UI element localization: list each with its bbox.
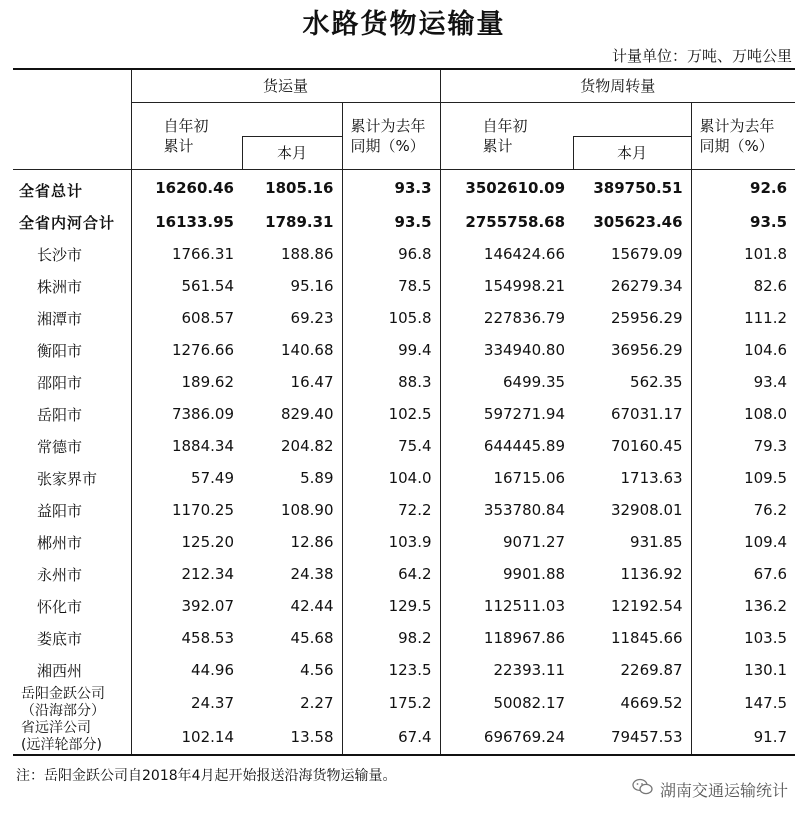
row-name <box>13 170 131 207</box>
cell-f-month: 829.40 <box>281 405 334 423</box>
header-turnover-ytd-line1: 自年初 <box>482 117 528 135</box>
row-name <box>13 494 131 526</box>
header-freight-ytd-line1: 自年初 <box>163 117 209 135</box>
cell-t-pct: 109.5 <box>691 462 795 494</box>
cell-f-ytd: 1766.31 <box>131 238 242 270</box>
header-turnover-month-spacer <box>573 103 691 137</box>
cell-t-month: 562.35 <box>630 373 683 391</box>
cell-t-ytd: 353780.84 <box>440 494 573 526</box>
cell-f-ytd: 1170.25 <box>131 494 242 526</box>
cell-t-pct: 109.4 <box>691 526 795 558</box>
row-name <box>13 302 131 334</box>
row-name-line1: 益阳市 <box>37 501 83 520</box>
cell-t-ytd: 146424.66 <box>440 238 573 270</box>
row-name <box>13 526 131 558</box>
cell-f-pct: 103.9 <box>342 526 440 558</box>
cell-f-ytd: 1276.66 <box>131 334 242 366</box>
cell-t-pct: 79.3 <box>691 430 795 462</box>
row-name-line1: 怀化市 <box>37 597 83 616</box>
header-freight-pct-line1: 累计为去年 <box>350 117 426 135</box>
watermark <box>632 778 788 801</box>
cell-t-ytd: 696769.24 <box>440 720 573 755</box>
cell-t-ytd: 334940.80 <box>440 334 573 366</box>
cell-t-pct: 104.6 <box>691 334 795 366</box>
row-name-line1: 常德市 <box>37 437 83 456</box>
row-name-line1: 衡阳市 <box>37 341 83 360</box>
header-corner <box>13 69 131 170</box>
cell-f-pct: 67.4 <box>342 720 440 755</box>
row-name <box>13 622 131 654</box>
cell-t-pct: 91.7 <box>691 720 795 755</box>
cell-t-ytd: 644445.89 <box>440 430 573 462</box>
row-name <box>13 334 131 366</box>
cell-f-month: 45.68 <box>290 629 334 647</box>
cell-f-ytd: 561.54 <box>131 270 242 302</box>
cell-t-pct: 93.5 <box>691 206 795 238</box>
table-row <box>13 494 795 526</box>
cell-f-ytd: 212.34 <box>131 558 242 590</box>
header-turnover-pct-line2: 同期（%） <box>699 137 774 155</box>
cell-t-pct: 136.2 <box>691 590 795 622</box>
row-name-line1: 湘西州 <box>37 661 83 680</box>
cell-f-month: 2.27 <box>300 694 334 712</box>
cell-f-ytd: 392.07 <box>131 590 242 622</box>
row-name <box>13 366 131 398</box>
table-row <box>13 462 795 494</box>
row-name-line1: 邵阳市 <box>37 373 83 392</box>
cell-f-ytd: 125.20 <box>131 526 242 558</box>
row-name-line1: 娄底市 <box>37 629 83 648</box>
row-name <box>13 206 131 238</box>
cell-t-month: 931.85 <box>630 533 683 551</box>
row-name-line1: 郴州市 <box>37 533 83 552</box>
row-name-line1: 张家界市 <box>37 469 98 488</box>
cell-f-pct: 104.0 <box>342 462 440 494</box>
cell-t-pct: 130.1 <box>691 654 795 686</box>
cell-t-month: 305623.46 <box>593 213 683 231</box>
cell-f-month: 1805.16 <box>265 179 334 197</box>
cell-f-month: 204.82 <box>281 437 334 455</box>
cell-t-ytd: 9071.27 <box>440 526 573 558</box>
table-row <box>13 654 795 686</box>
header-turnover-ytd-line2: 累计 <box>482 137 513 155</box>
row-name-line2: (远洋轮部分) <box>21 737 102 753</box>
cell-f-pct: 105.8 <box>342 302 440 334</box>
cell-t-month: 25956.29 <box>610 309 683 327</box>
cell-t-ytd: 154998.21 <box>440 270 573 302</box>
cell-f-pct: 93.5 <box>342 206 440 238</box>
row-name-line1: 株洲市 <box>37 277 83 296</box>
row-name <box>13 686 131 720</box>
table-row <box>13 270 795 302</box>
table-row <box>13 720 795 755</box>
cell-f-pct: 78.5 <box>342 270 440 302</box>
cell-f-pct: 98.2 <box>342 622 440 654</box>
cell-t-month: 70160.45 <box>610 437 683 455</box>
cell-t-month: 4669.52 <box>620 694 683 712</box>
cell-t-month: 12192.54 <box>610 597 683 615</box>
header-turnover-ytd <box>440 103 573 170</box>
header-freight-ytd-line2: 累计 <box>163 137 194 155</box>
cell-t-month: 1136.92 <box>620 565 683 583</box>
cell-t-month: 389750.51 <box>593 179 683 197</box>
row-name-line1: 全省内河合计 <box>19 213 116 232</box>
row-name <box>13 238 131 270</box>
cell-f-ytd: 458.53 <box>131 622 242 654</box>
row-name-line1: 省远洋公司 <box>21 720 91 736</box>
cell-f-ytd: 102.14 <box>131 720 242 755</box>
row-name <box>13 558 131 590</box>
cell-t-month: 1713.63 <box>620 469 683 487</box>
cell-t-month: 11845.66 <box>610 629 683 647</box>
cell-t-pct: 92.6 <box>691 170 795 207</box>
header-freight-month: 本月 <box>242 137 342 170</box>
cell-f-ytd: 189.62 <box>131 366 242 398</box>
cell-t-ytd: 3502610.09 <box>440 170 573 207</box>
row-name-line1: 湘潭市 <box>37 309 83 328</box>
cell-t-pct: 67.6 <box>691 558 795 590</box>
cell-t-month: 32908.01 <box>610 501 683 519</box>
cell-t-ytd: 6499.35 <box>440 366 573 398</box>
cell-f-pct: 129.5 <box>342 590 440 622</box>
row-name-line1: 全省总计 <box>19 181 84 200</box>
cell-f-ytd: 16133.95 <box>131 206 242 238</box>
cell-f-pct: 64.2 <box>342 558 440 590</box>
cell-t-ytd: 2755758.68 <box>440 206 573 238</box>
cell-t-month: 67031.17 <box>610 405 683 423</box>
footnote: 注：岳阳金跃公司自2018年4月起开始报送沿海货物运输量。 <box>16 768 397 784</box>
cell-f-month: 24.38 <box>290 565 334 583</box>
cell-f-month: 4.56 <box>300 661 334 679</box>
table-row <box>13 686 795 720</box>
cell-f-month: 5.89 <box>300 469 334 487</box>
cell-f-month: 108.90 <box>281 501 334 519</box>
row-name <box>13 462 131 494</box>
wechat-icon <box>632 778 654 800</box>
cell-t-pct: 103.5 <box>691 622 795 654</box>
page-title: 水路货物运输量 <box>302 9 506 40</box>
cell-f-month: 95.16 <box>290 277 334 295</box>
cell-f-month: 16.47 <box>290 373 334 391</box>
row-name <box>13 720 131 755</box>
header-freight-ytd <box>131 103 242 170</box>
row-name-line1: 岳阳金跃公司 <box>21 686 105 702</box>
cell-f-ytd: 57.49 <box>131 462 242 494</box>
cell-t-ytd: 22393.11 <box>440 654 573 686</box>
cell-f-ytd: 7386.09 <box>131 398 242 430</box>
cell-t-ytd: 9901.88 <box>440 558 573 590</box>
table-row <box>13 366 795 398</box>
freight-table <box>13 68 795 756</box>
table-row <box>13 206 795 238</box>
table-row <box>13 238 795 270</box>
table-row <box>13 170 795 207</box>
header-freight-pct <box>342 103 440 170</box>
unit-label: 计量单位：万吨、万吨公里 <box>611 47 792 65</box>
row-name <box>13 654 131 686</box>
cell-f-pct: 123.5 <box>342 654 440 686</box>
cell-f-month: 140.68 <box>281 341 334 359</box>
cell-t-pct: 147.5 <box>691 686 795 720</box>
cell-t-ytd: 50082.17 <box>440 686 573 720</box>
table-row <box>13 430 795 462</box>
cell-t-ytd: 112511.03 <box>440 590 573 622</box>
cell-f-month: 69.23 <box>290 309 334 327</box>
header-turnover-pct <box>691 103 795 170</box>
cell-t-pct: 76.2 <box>691 494 795 526</box>
row-name-line1: 长沙市 <box>37 245 83 264</box>
table-row <box>13 398 795 430</box>
header-freight-month-spacer <box>242 103 342 137</box>
cell-f-pct: 93.3 <box>342 170 440 207</box>
table-row <box>13 526 795 558</box>
cell-t-month: 36956.29 <box>610 341 683 359</box>
cell-f-ytd: 44.96 <box>131 654 242 686</box>
row-name-line2: （沿海部分） <box>21 703 105 719</box>
cell-f-pct: 75.4 <box>342 430 440 462</box>
cell-t-month: 26279.34 <box>610 277 683 295</box>
cell-f-pct: 175.2 <box>342 686 440 720</box>
cell-t-month: 15679.09 <box>610 245 683 263</box>
cell-f-month: 1789.31 <box>265 213 334 231</box>
cell-f-ytd: 1884.34 <box>131 430 242 462</box>
cell-f-month: 13.58 <box>242 720 342 755</box>
cell-f-pct: 88.3 <box>342 366 440 398</box>
header-freight-pct-line2: 同期（%） <box>350 137 425 155</box>
cell-t-ytd: 118967.86 <box>440 622 573 654</box>
table-row <box>13 558 795 590</box>
cell-t-pct: 93.4 <box>691 366 795 398</box>
cell-f-month: 188.86 <box>281 245 334 263</box>
table-row <box>13 334 795 366</box>
cell-t-ytd: 16715.06 <box>440 462 573 494</box>
row-name <box>13 398 131 430</box>
table-row <box>13 622 795 654</box>
row-name <box>13 430 131 462</box>
watermark-text: 湖南交通运输统计 <box>659 781 788 800</box>
row-name <box>13 270 131 302</box>
cell-t-pct: 111.2 <box>691 302 795 334</box>
cell-f-pct: 99.4 <box>342 334 440 366</box>
cell-t-month: 79457.53 <box>573 720 691 755</box>
cell-f-ytd: 608.57 <box>131 302 242 334</box>
cell-f-month: 12.86 <box>290 533 334 551</box>
header-turnover-month: 本月 <box>573 137 691 170</box>
header-turnover: 货物周转量 <box>440 69 795 103</box>
cell-f-month: 42.44 <box>290 597 334 615</box>
cell-t-month: 2269.87 <box>620 661 683 679</box>
cell-f-pct: 96.8 <box>342 238 440 270</box>
table-row <box>13 302 795 334</box>
cell-f-ytd: 24.37 <box>131 686 242 720</box>
header-turnover-pct-line1: 累计为去年 <box>699 117 775 135</box>
cell-t-ytd: 597271.94 <box>440 398 573 430</box>
table-row <box>13 590 795 622</box>
row-name <box>13 590 131 622</box>
cell-t-pct: 101.8 <box>691 238 795 270</box>
row-name-line1: 岳阳市 <box>37 405 83 424</box>
cell-t-pct: 108.0 <box>691 398 795 430</box>
row-name-line1: 永州市 <box>37 565 83 584</box>
header-freight: 货运量 <box>131 69 440 103</box>
cell-f-pct: 102.5 <box>342 398 440 430</box>
cell-t-ytd: 227836.79 <box>440 302 573 334</box>
cell-t-pct: 82.6 <box>691 270 795 302</box>
cell-f-pct: 72.2 <box>342 494 440 526</box>
cell-f-ytd: 16260.46 <box>131 170 242 207</box>
